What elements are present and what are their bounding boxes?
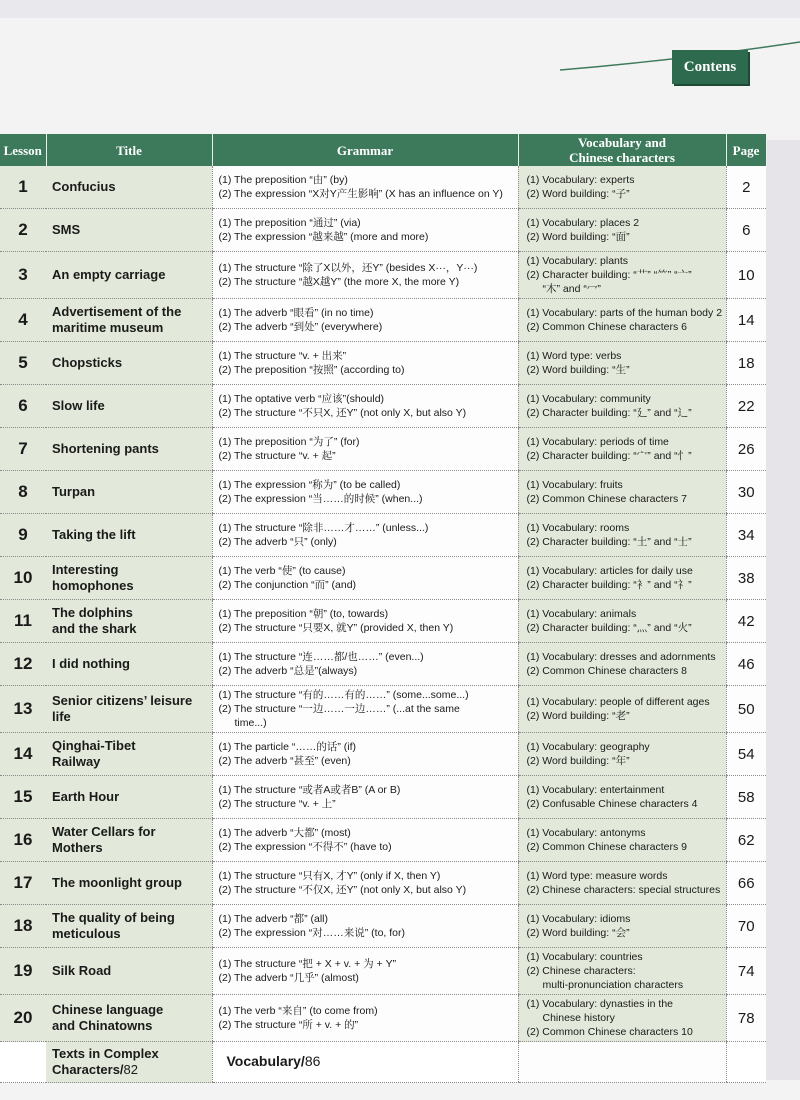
lesson-number: 17 bbox=[0, 862, 46, 905]
lesson-row bbox=[0, 514, 766, 557]
lesson-title bbox=[46, 166, 212, 209]
grammar-item: (2) The expression “当……的时候” (when...) bbox=[218, 493, 423, 505]
grammar-item: (2) The adverb “总是”(always) bbox=[218, 665, 358, 677]
vocabulary-item: (1) Word type: measure words bbox=[526, 870, 668, 882]
lesson-grammar bbox=[212, 600, 518, 643]
lesson-page: 62 bbox=[726, 819, 766, 862]
lesson-vocabulary bbox=[518, 428, 726, 471]
lesson-vocabulary bbox=[518, 776, 726, 819]
lesson-title-line: and the shark bbox=[52, 621, 137, 636]
grammar-item: time...) bbox=[234, 717, 267, 729]
grammar-item: (2) The structure “v. + 起” bbox=[218, 450, 336, 462]
contents-tag: Contens bbox=[672, 50, 748, 84]
lesson-vocabulary bbox=[518, 862, 726, 905]
lesson-number: 5 bbox=[0, 342, 46, 385]
lesson-row bbox=[0, 819, 766, 862]
vocabulary-appendix-label: Vocabulary/ bbox=[226, 1053, 305, 1069]
lesson-page: 58 bbox=[726, 776, 766, 819]
lesson-vocabulary bbox=[518, 686, 726, 733]
grammar-item: (1) The preposition “由” (by) bbox=[218, 174, 348, 186]
lesson-row bbox=[0, 686, 766, 733]
vocabulary-item: (2) Word building: “子” bbox=[526, 188, 630, 200]
col-header-title: Title bbox=[46, 134, 212, 166]
grammar-item: (2) The adverb “几乎” (almost) bbox=[218, 972, 359, 984]
vocabulary-item: “木” and “冖” bbox=[542, 283, 601, 295]
lesson-vocabulary bbox=[518, 600, 726, 643]
vocabulary-item: (1) Vocabulary: antonyms bbox=[526, 827, 646, 839]
lesson-number: 8 bbox=[0, 471, 46, 514]
vocabulary-item: (1) Vocabulary: plants bbox=[526, 255, 629, 267]
lesson-grammar bbox=[212, 948, 518, 995]
lesson-number: 3 bbox=[0, 252, 46, 299]
vocabulary-item: (2) Common Chinese characters 7 bbox=[526, 493, 687, 505]
grammar-item: (1) The adverb “都” (all) bbox=[218, 913, 329, 925]
right-margin-strip bbox=[764, 140, 800, 1080]
vocabulary-item: (2) Word building: “面” bbox=[526, 231, 630, 243]
lesson-title-line: homophones bbox=[52, 578, 134, 593]
grammar-item: (2) The structure “所 + v. + 的” bbox=[218, 1019, 359, 1031]
lesson-grammar bbox=[212, 166, 518, 209]
lesson-grammar bbox=[212, 995, 518, 1042]
lesson-title bbox=[46, 819, 212, 862]
lesson-vocabulary bbox=[518, 948, 726, 995]
grammar-item: (1) The preposition “朝” (to, towards) bbox=[218, 608, 389, 620]
grammar-item: (2) The adverb “只” (only) bbox=[218, 536, 337, 548]
grammar-item: (2) The structure “一边……一边……” (...at the same bbox=[218, 703, 460, 715]
vocabulary-item: (2) Character building: “土” and “士” bbox=[526, 536, 692, 548]
lesson-title-line: I did nothing bbox=[52, 656, 130, 671]
lesson-number: 9 bbox=[0, 514, 46, 557]
lesson-vocabulary bbox=[518, 905, 726, 948]
lesson-number: 15 bbox=[0, 776, 46, 819]
lesson-page: 54 bbox=[726, 733, 766, 776]
footer-empty-vocab bbox=[518, 1042, 726, 1083]
vocabulary-item: (1) Vocabulary: places 2 bbox=[526, 217, 640, 229]
lesson-number: 1 bbox=[0, 166, 46, 209]
grammar-item: (1) The expression “称为” (to be called) bbox=[218, 479, 401, 491]
grammar-item: (1) The structure “或者A或者B” (A or B) bbox=[218, 784, 401, 796]
lesson-title-line: The quality of being bbox=[52, 910, 175, 925]
lesson-title-line: life bbox=[52, 709, 71, 724]
vocabulary-item: (1) Vocabulary: geography bbox=[526, 741, 650, 753]
lesson-row bbox=[0, 643, 766, 686]
vocabulary-item: (2) Common Chinese characters 6 bbox=[526, 321, 687, 333]
lesson-grammar bbox=[212, 557, 518, 600]
top-band bbox=[0, 0, 800, 18]
grammar-item: (1) The preposition “通过” (via) bbox=[218, 217, 361, 229]
footer-empty-page bbox=[726, 1042, 766, 1083]
lesson-title bbox=[46, 862, 212, 905]
col-header-lesson: Lesson bbox=[0, 134, 46, 166]
grammar-item: (2) The adverb “甚至” (even) bbox=[218, 755, 351, 767]
lesson-page: 2 bbox=[726, 166, 766, 209]
lesson-row bbox=[0, 166, 766, 209]
lesson-number: 14 bbox=[0, 733, 46, 776]
grammar-item: (2) The expression “不得不” (have to) bbox=[218, 841, 392, 853]
vocabulary-item: (2) Character building: “廴” and “辶” bbox=[526, 407, 692, 419]
grammar-item: (2) The conjunction “而” (and) bbox=[218, 579, 357, 591]
vocabulary-item: (1) Word type: verbs bbox=[526, 350, 622, 362]
lesson-page: 38 bbox=[726, 557, 766, 600]
lesson-title-line: Senior citizens’ leisure bbox=[52, 693, 193, 708]
lesson-row bbox=[0, 776, 766, 819]
grammar-item: (2) The preposition “按照” (according to) bbox=[218, 364, 405, 376]
footer-row bbox=[0, 1042, 766, 1083]
grammar-item: (1) The adverb “眼看” (in no time) bbox=[218, 307, 374, 319]
lesson-title-line: Chinese language bbox=[52, 1002, 164, 1017]
grammar-item: (1) The verb “使” (to cause) bbox=[218, 565, 346, 577]
vocabulary-item: (2) Common Chinese characters 10 bbox=[526, 1026, 693, 1038]
vocabulary-item: (1) Vocabulary: fruits bbox=[526, 479, 623, 491]
lesson-row bbox=[0, 557, 766, 600]
lesson-title-line: Mothers bbox=[52, 840, 103, 855]
vocabulary-item: (1) Vocabulary: dresses and adornments bbox=[526, 651, 716, 663]
vocabulary-item: (1) Vocabulary: dynasties in the bbox=[526, 998, 673, 1010]
lesson-title-line: Advertisement of the bbox=[52, 304, 182, 319]
lesson-grammar bbox=[212, 686, 518, 733]
lesson-row bbox=[0, 342, 766, 385]
lesson-number: 2 bbox=[0, 209, 46, 252]
lesson-title-line: Qinghai-Tibet bbox=[52, 738, 136, 753]
lesson-title bbox=[46, 733, 212, 776]
lesson-grammar bbox=[212, 776, 518, 819]
lesson-page: 10 bbox=[726, 252, 766, 299]
vocabulary-item: (2) Word building: “生” bbox=[526, 364, 630, 376]
lesson-vocabulary bbox=[518, 643, 726, 686]
lesson-number: 19 bbox=[0, 948, 46, 995]
lesson-row bbox=[0, 600, 766, 643]
vocabulary-item: (1) Vocabulary: rooms bbox=[526, 522, 630, 534]
lesson-number: 12 bbox=[0, 643, 46, 686]
vocabulary-item: (1) Vocabulary: entertainment bbox=[526, 784, 665, 796]
vocabulary-item: (1) Vocabulary: periods of time bbox=[526, 436, 669, 448]
grammar-item: (1) The structure “有的……有的……” (some...some...) bbox=[218, 689, 469, 701]
lesson-grammar bbox=[212, 299, 518, 342]
vocabulary-item: (2) Chinese characters: bbox=[526, 965, 636, 977]
lesson-vocabulary bbox=[518, 252, 726, 299]
lesson-page: 42 bbox=[726, 600, 766, 643]
lesson-page: 18 bbox=[726, 342, 766, 385]
lesson-page: 14 bbox=[726, 299, 766, 342]
lesson-row bbox=[0, 209, 766, 252]
lesson-row bbox=[0, 995, 766, 1042]
lesson-grammar bbox=[212, 342, 518, 385]
grammar-item: (2) The structure “越X越Y” (the more X, the more Y) bbox=[218, 276, 460, 288]
lesson-vocabulary bbox=[518, 299, 726, 342]
grammar-item: (2) The adverb “到处” (everywhere) bbox=[218, 321, 383, 333]
lesson-title-line: Water Cellars for bbox=[52, 824, 156, 839]
vocabulary-item: (2) Character building: “宀” and “忄” bbox=[526, 450, 692, 462]
lesson-page: 78 bbox=[726, 995, 766, 1042]
lesson-grammar bbox=[212, 733, 518, 776]
lesson-grammar bbox=[212, 385, 518, 428]
lesson-page: 34 bbox=[726, 514, 766, 557]
lesson-title-line: Confucius bbox=[52, 179, 116, 194]
vocabulary-appendix-page: 86 bbox=[304, 1053, 321, 1069]
lesson-title bbox=[46, 686, 212, 733]
col-header-page: Page bbox=[726, 134, 766, 166]
grammar-item: (1) The structure “除了X以外，还Y” (besides X···，Y···) bbox=[218, 262, 478, 274]
lesson-title-line: Taking the lift bbox=[52, 527, 136, 542]
vocabulary-item: Chinese history bbox=[542, 1012, 615, 1024]
lesson-page: 22 bbox=[726, 385, 766, 428]
lesson-title bbox=[46, 385, 212, 428]
lesson-vocabulary bbox=[518, 209, 726, 252]
lesson-vocabulary bbox=[518, 557, 726, 600]
grammar-item: (1) The particle “……的话” (if) bbox=[218, 741, 356, 753]
vocabulary-item: (2) Common Chinese characters 9 bbox=[526, 841, 687, 853]
vocabulary-item: (1) Vocabulary: countries bbox=[526, 951, 643, 963]
grammar-item: (2) The structure “只要X, 就Y” (provided X, then Y) bbox=[218, 622, 454, 634]
lesson-title-line: Railway bbox=[52, 754, 101, 769]
lesson-row bbox=[0, 733, 766, 776]
lesson-grammar bbox=[212, 471, 518, 514]
lesson-number: 20 bbox=[0, 995, 46, 1042]
vocabulary-item: (1) Vocabulary: community bbox=[526, 393, 651, 405]
grammar-item: (1) The verb “来自” (to come from) bbox=[218, 1005, 378, 1017]
vocabulary-item: (2) Chinese characters: special structures bbox=[526, 884, 721, 896]
lesson-title-line: An empty carriage bbox=[52, 267, 166, 282]
lesson-number: 18 bbox=[0, 905, 46, 948]
lesson-vocabulary bbox=[518, 995, 726, 1042]
lesson-row bbox=[0, 385, 766, 428]
lesson-row bbox=[0, 948, 766, 995]
lesson-row bbox=[0, 252, 766, 299]
vocabulary-item: (2) Confusable Chinese characters 4 bbox=[526, 798, 698, 810]
grammar-item: (1) The preposition “为了” (for) bbox=[218, 436, 360, 448]
col-header-vocab-line1: Vocabulary and bbox=[577, 135, 667, 150]
lesson-page: 50 bbox=[726, 686, 766, 733]
lesson-title-line: Turpan bbox=[52, 484, 96, 499]
lesson-vocabulary bbox=[518, 166, 726, 209]
table-header-row bbox=[0, 134, 766, 166]
lesson-title bbox=[46, 471, 212, 514]
lesson-grammar bbox=[212, 643, 518, 686]
lesson-row bbox=[0, 905, 766, 948]
vocabulary-appendix bbox=[212, 1042, 518, 1083]
lesson-title-line: Chopsticks bbox=[52, 355, 123, 370]
vocabulary-item: (2) Word building: “会” bbox=[526, 927, 630, 939]
grammar-item: (1) The structure “v. + 出来” bbox=[218, 350, 347, 362]
lesson-title bbox=[46, 600, 212, 643]
lesson-number: 6 bbox=[0, 385, 46, 428]
vocabulary-item: (1) Vocabulary: animals bbox=[526, 608, 637, 620]
lesson-title-line: The dolphins bbox=[52, 605, 133, 620]
vocabulary-item: (2) Character building: “灬” and “火” bbox=[526, 622, 692, 634]
texts-complex-characters bbox=[46, 1042, 212, 1083]
lesson-grammar bbox=[212, 862, 518, 905]
lesson-number: 11 bbox=[0, 600, 46, 643]
lesson-title bbox=[46, 514, 212, 557]
lesson-page: 70 bbox=[726, 905, 766, 948]
lesson-vocabulary bbox=[518, 514, 726, 557]
lesson-title-line: Shortening pants bbox=[52, 441, 159, 456]
col-header-vocabulary bbox=[518, 134, 726, 166]
lesson-title bbox=[46, 209, 212, 252]
lesson-page: 6 bbox=[726, 209, 766, 252]
lesson-title bbox=[46, 557, 212, 600]
vocabulary-item: (1) Vocabulary: idioms bbox=[526, 913, 631, 925]
grammar-item: (1) The structure “把 + X + v. + 为 + Y” bbox=[218, 958, 397, 970]
vocabulary-item: (2) Character building: “艹” “⺮” “亠” bbox=[526, 269, 692, 281]
lesson-row bbox=[0, 299, 766, 342]
lesson-grammar bbox=[212, 819, 518, 862]
lesson-title-line: Earth Hour bbox=[52, 789, 120, 804]
lesson-page: 46 bbox=[726, 643, 766, 686]
lesson-vocabulary bbox=[518, 471, 726, 514]
lesson-vocabulary bbox=[518, 342, 726, 385]
vocabulary-item: (2) Word building: “老” bbox=[526, 710, 630, 722]
lesson-title bbox=[46, 948, 212, 995]
texts-complex-label-2: Characters/ bbox=[52, 1062, 124, 1077]
lesson-number: 4 bbox=[0, 299, 46, 342]
grammar-item: (2) The expression “对……来说” (to, for) bbox=[218, 927, 406, 939]
lesson-grammar bbox=[212, 252, 518, 299]
vocabulary-item: multi-pronunciation characters bbox=[542, 979, 684, 991]
lesson-title-line: Interesting bbox=[52, 562, 119, 577]
vocabulary-item: (2) Character building: “衤” and “礻” bbox=[526, 579, 692, 591]
lesson-row bbox=[0, 471, 766, 514]
texts-complex-page: 82 bbox=[123, 1062, 139, 1077]
lesson-title-line: Silk Road bbox=[52, 963, 112, 978]
lesson-vocabulary bbox=[518, 733, 726, 776]
vocabulary-item: (2) Word building: “年” bbox=[526, 755, 630, 767]
lesson-title-line: Slow life bbox=[52, 398, 105, 413]
lesson-number: 13 bbox=[0, 686, 46, 733]
lesson-vocabulary bbox=[518, 385, 726, 428]
footer-spacer bbox=[0, 1042, 46, 1083]
lesson-page: 26 bbox=[726, 428, 766, 471]
grammar-item: (2) The structure “不仅X, 还Y” (not only X, but also Y) bbox=[218, 884, 467, 896]
grammar-item: (2) The expression “X对Y产生影响” (X has an influence on Y) bbox=[218, 188, 503, 200]
vocabulary-item: (1) Vocabulary: people of different ages bbox=[526, 696, 710, 708]
lesson-vocabulary bbox=[518, 819, 726, 862]
contents-table bbox=[0, 134, 767, 1083]
lesson-number: 16 bbox=[0, 819, 46, 862]
lesson-page: 66 bbox=[726, 862, 766, 905]
lesson-page: 74 bbox=[726, 948, 766, 995]
grammar-item: (2) The structure “v. + 上” bbox=[218, 798, 336, 810]
vocabulary-item: (2) Common Chinese characters 8 bbox=[526, 665, 687, 677]
lesson-title bbox=[46, 252, 212, 299]
lesson-title-line: SMS bbox=[52, 222, 81, 237]
lesson-row bbox=[0, 428, 766, 471]
col-header-vocab-line2: Chinese characters bbox=[569, 150, 675, 165]
lesson-grammar bbox=[212, 209, 518, 252]
lesson-title bbox=[46, 299, 212, 342]
texts-complex-label-1: Texts in Complex bbox=[52, 1046, 159, 1061]
grammar-item: (1) The structure “连……都/也……” (even...) bbox=[218, 651, 424, 663]
lesson-page: 30 bbox=[726, 471, 766, 514]
lesson-grammar bbox=[212, 514, 518, 557]
col-header-grammar: Grammar bbox=[212, 134, 518, 166]
lesson-title bbox=[46, 643, 212, 686]
vocabulary-item: (1) Vocabulary: experts bbox=[526, 174, 635, 186]
lesson-title-line: meticulous bbox=[52, 926, 121, 941]
lesson-title-line: maritime museum bbox=[52, 320, 164, 335]
grammar-item: (2) The expression “越来越” (more and more) bbox=[218, 231, 429, 243]
lesson-title bbox=[46, 995, 212, 1042]
lesson-title bbox=[46, 905, 212, 948]
lesson-row bbox=[0, 862, 766, 905]
grammar-item: (1) The structure “除非……才……” (unless...) bbox=[218, 522, 429, 534]
grammar-item: (1) The optative verb “应该”(should) bbox=[218, 393, 385, 405]
grammar-item: (1) The adverb “大都” (most) bbox=[218, 827, 351, 839]
lesson-grammar bbox=[212, 905, 518, 948]
vocabulary-item: (1) Vocabulary: articles for daily use bbox=[526, 565, 693, 577]
lesson-title-line: The moonlight group bbox=[52, 875, 182, 890]
lesson-number: 10 bbox=[0, 557, 46, 600]
lesson-title-line: and Chinatowns bbox=[52, 1018, 153, 1033]
vocabulary-item: (1) Vocabulary: parts of the human body 2 bbox=[526, 307, 723, 319]
grammar-item: (1) The structure “只有X, 才Y” (only if X, then Y) bbox=[218, 870, 441, 882]
lesson-title bbox=[46, 776, 212, 819]
lesson-grammar bbox=[212, 428, 518, 471]
lesson-number: 7 bbox=[0, 428, 46, 471]
lesson-title bbox=[46, 342, 212, 385]
lesson-title bbox=[46, 428, 212, 471]
grammar-item: (2) The structure “不只X, 还Y” (not only X, but also Y) bbox=[218, 407, 467, 419]
